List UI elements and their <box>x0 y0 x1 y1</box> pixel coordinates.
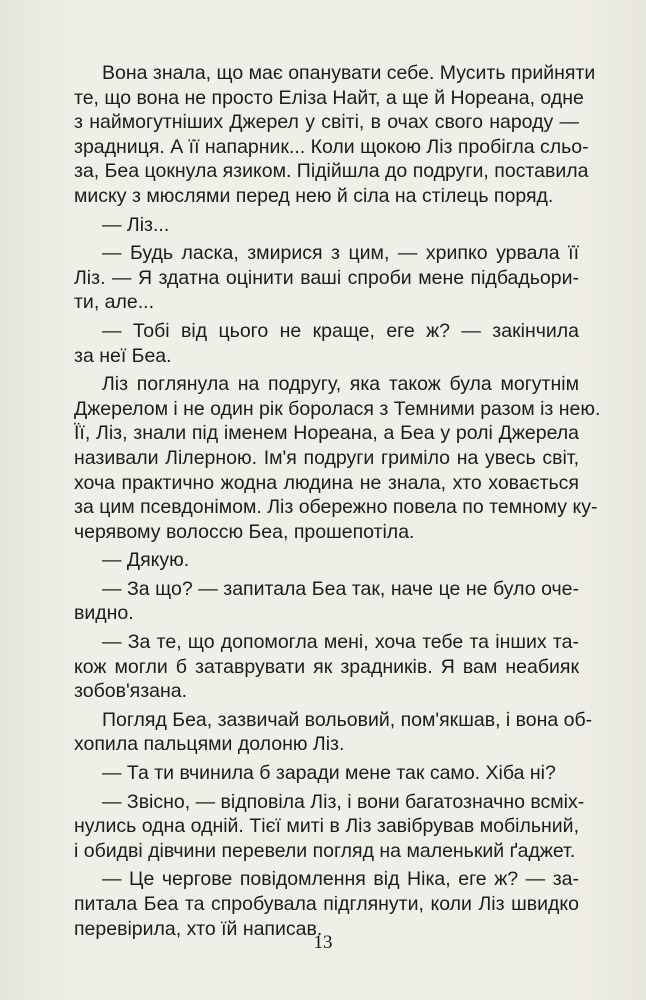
text-line: миску з мюслями перед нею й сіла на стілець поряд. <box>74 184 554 207</box>
text-line: Ліз поглянула на подругу, яка також була могутнім <box>102 373 579 396</box>
paragraph <box>74 761 579 786</box>
text-line: за, Беа цокнула язиком. Підійшла до подруги, поставила <box>74 160 589 183</box>
text-line: черявому волоссю Беа, прошепотіла. <box>74 520 415 543</box>
text-line: перевірила, хто їй написав. <box>74 917 323 940</box>
paragraph <box>74 708 593 757</box>
text-line: хоча практично жодна людина не знала, хто ховається <box>74 471 579 494</box>
text-line: — Звісно, — відповіла Ліз, і вони багатозначно всміх- <box>102 790 585 813</box>
text-line: ти, але... <box>74 291 154 314</box>
text-line: — Та ти вчинила б заради мене так само. Хіба ні? <box>102 762 556 785</box>
text-line: — Будь ласка, змирися з цим, — хрипко урвала її <box>102 242 579 265</box>
paragraph <box>74 867 579 941</box>
text-line: і обидві дівчини перевели погляд на маленький ґаджет. <box>74 839 576 862</box>
text-line: зрадниця. А її напарник... Коли щокою Ліз пробігла сльо- <box>74 135 589 158</box>
text-line: — Це чергове повідомлення від Ніка, еге ж? — за- <box>102 868 579 891</box>
text-line: хопила пальцями долоню Ліз. <box>74 733 345 756</box>
text-line: питала Беа та спробувала підглянути, коли Ліз швидко <box>74 893 579 915</box>
paragraph <box>74 61 596 209</box>
text-line: зобов'язана. <box>74 680 188 703</box>
text-line: те, що вона не просто Еліза Найт, а ще й Нореана, одне <box>74 86 584 109</box>
page-number: 13 <box>313 932 333 953</box>
paragraph <box>74 548 579 573</box>
text-line: Джерелом і не один рік боролася з Темними разом із нею. <box>74 397 601 420</box>
text-line: за неї Беа. <box>74 344 172 367</box>
text-line: Її, Ліз, знали під іменем Нореана, а Беа у ролі Джерела <box>74 422 579 445</box>
paragraph <box>74 630 579 704</box>
text-line: Вона знала, що має опанувати себе. Мусить прийняти <box>102 62 596 84</box>
paragraph <box>74 319 579 368</box>
text-line: Ліз. — Я здатна оцінити ваші спроби мене підбадьори- <box>74 266 579 289</box>
text-line: видно. <box>74 602 134 625</box>
text-line: — За те, що допомогла мені, хоча тебе та інших та- <box>102 631 579 654</box>
text-line: — За що? — запитала Беа так, наче це не було оче- <box>102 577 579 600</box>
text-line: називали Лілерною. Ім'я подруги гриміло на увесь світ, <box>74 446 579 469</box>
paragraph <box>74 213 579 238</box>
text-line: кож могли б затаврувати як зрадників. Я вам неабияк <box>74 655 579 678</box>
text-line: за цим псевдонімом. Ліз обережно повела по темному ку- <box>74 496 598 519</box>
text-line: нулись одна одній. Тієї миті в Ліз завібрував мобільний, <box>74 815 579 838</box>
text-line: — Ліз... <box>102 213 170 236</box>
paragraph <box>74 577 579 626</box>
body-text <box>74 61 601 941</box>
text-line: — Тобі від цього не краще, еге ж? — закінчила <box>102 319 579 342</box>
text-line: — Дякую. <box>102 549 190 572</box>
text-line: Погляд Беа, зазвичай вольовий, пом'якшав, і вона об- <box>102 708 593 731</box>
paragraph <box>74 790 585 864</box>
text-line: з наймогутніших Джерел у світі, в очах свого народу — <box>74 111 579 134</box>
paragraph <box>74 241 579 315</box>
paragraph <box>74 372 601 544</box>
